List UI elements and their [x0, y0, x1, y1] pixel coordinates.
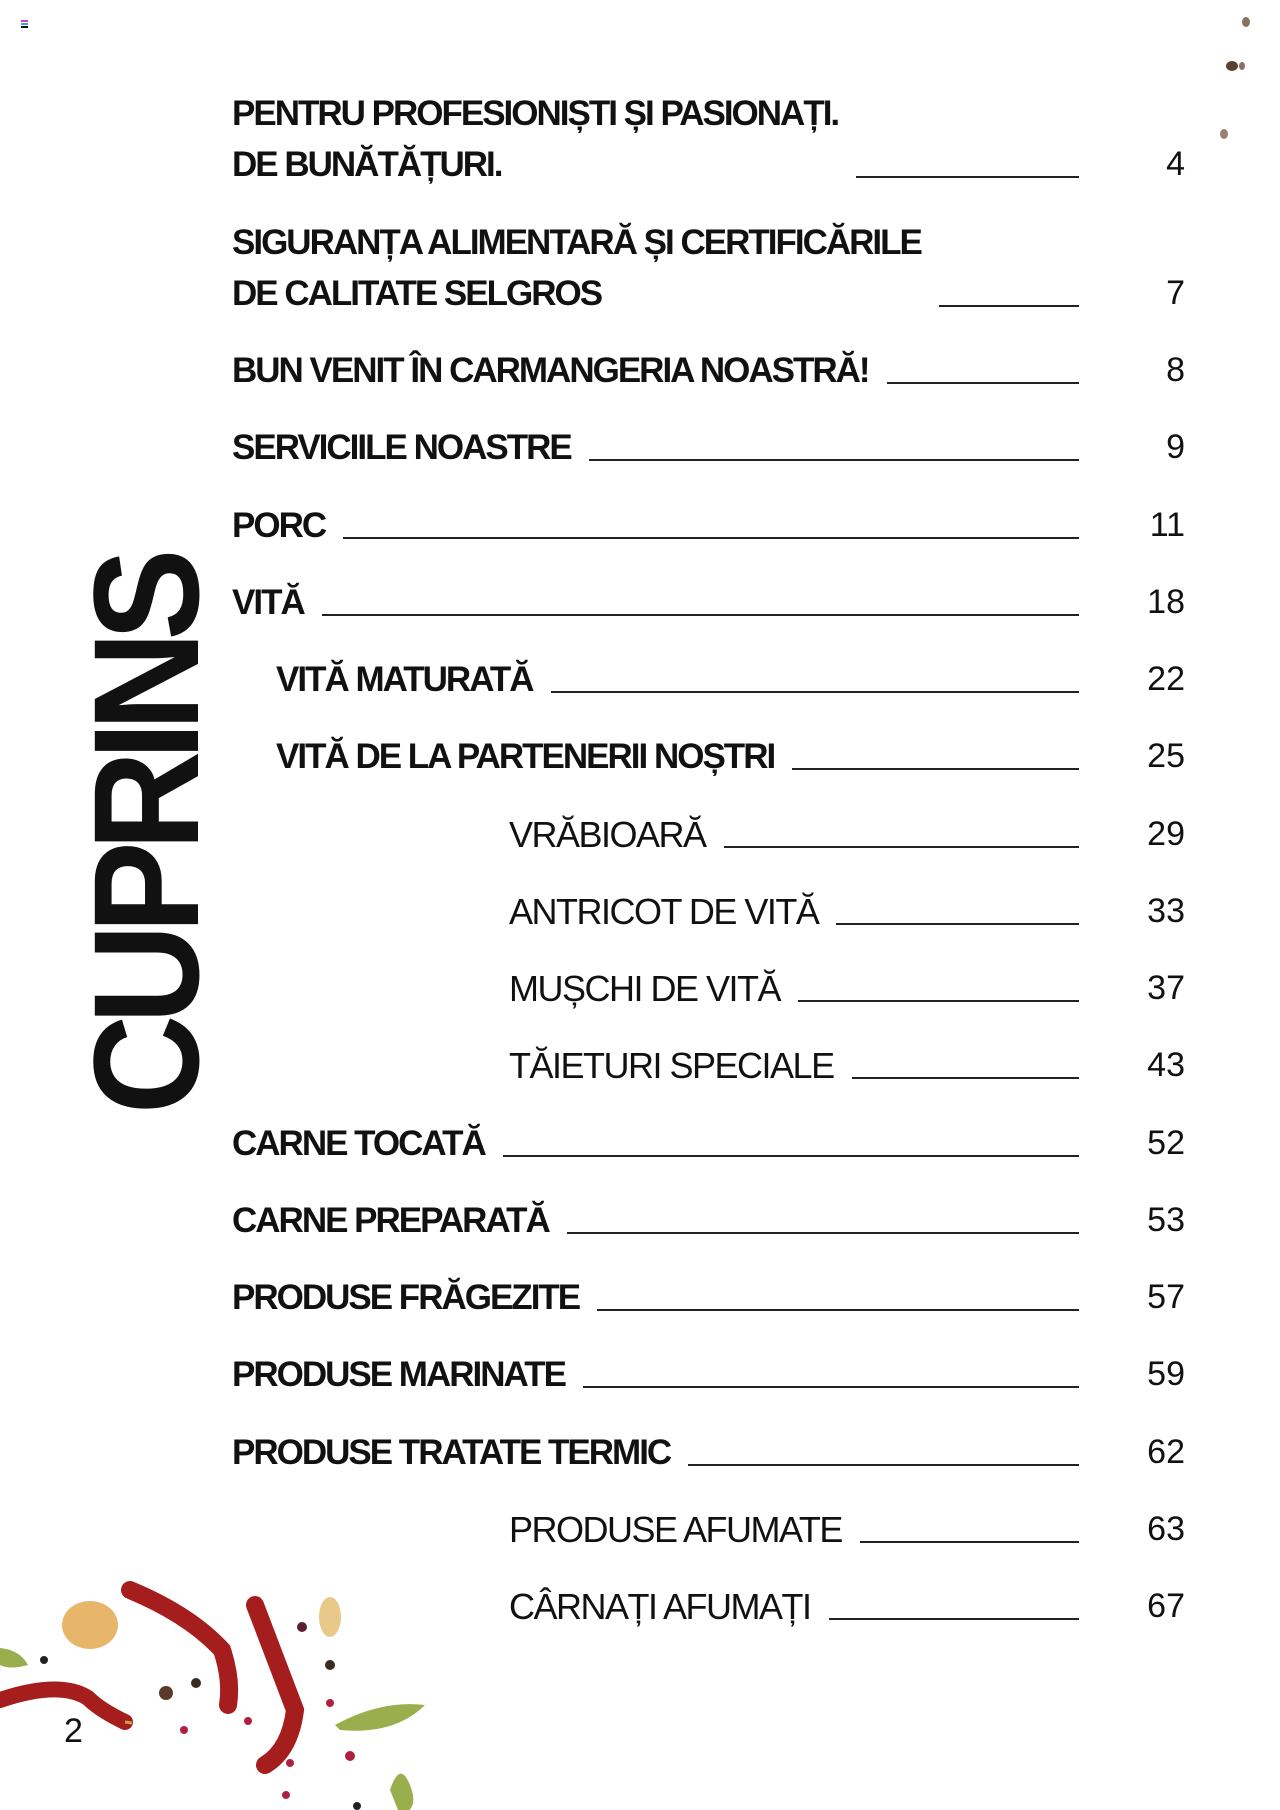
- toc-entry-label: [232, 88, 838, 190]
- toc-entry-label: [276, 731, 774, 782]
- toc-entry[interactable]: [276, 654, 1185, 705]
- toc-entry-page: 8: [1166, 351, 1185, 389]
- toc-entry[interactable]: [232, 577, 1185, 628]
- toc-entry-label-line: CARNE TOCATĂ: [232, 1124, 485, 1163]
- toc-entry-label-line: VRĂBIOARĂ: [509, 814, 706, 855]
- toc-entry-page: 52: [1147, 1124, 1185, 1162]
- toc-entry-page: 25: [1147, 737, 1185, 775]
- toc-entry-label: [232, 1427, 670, 1478]
- toc-entry-label: [509, 1504, 842, 1555]
- toc-entry[interactable]: [276, 731, 1185, 782]
- toc-entry-page: 4: [1166, 145, 1185, 183]
- toc-entry-label-line: PORC: [232, 506, 326, 545]
- leader-line: [852, 1077, 1079, 1079]
- leader-line: [322, 614, 1079, 616]
- toc-entry-label-line: TĂIETURI SPECIALE: [509, 1045, 834, 1086]
- toc-entry-label: [509, 809, 706, 860]
- toc-entry-label-line: PENTRU PROFESIONIȘTI ȘI PASIONAȚI.: [232, 94, 839, 133]
- toc-entry[interactable]: [509, 1040, 1185, 1091]
- leader-line: [343, 537, 1079, 539]
- toc-entry-page: 62: [1147, 1433, 1185, 1471]
- toc-entry-label: [232, 217, 921, 319]
- bay-leaf-icon: [335, 1704, 425, 1731]
- leader-line: [724, 846, 1079, 848]
- leader-line: [856, 176, 1079, 178]
- leader-line: [583, 1386, 1079, 1388]
- spices-illustration: [0, 1530, 480, 1810]
- toc-entry[interactable]: [232, 1349, 1185, 1400]
- toc-entry-label: [509, 963, 780, 1014]
- toc-entry-label: [509, 1040, 834, 1091]
- toc-entry-page: 59: [1147, 1355, 1185, 1393]
- leader-line: [836, 923, 1079, 925]
- toc-entry-page: 53: [1147, 1201, 1185, 1239]
- toc-entry-label: [509, 1581, 811, 1632]
- toc-entry-page: 33: [1147, 892, 1185, 930]
- leader-line: [503, 1155, 1079, 1157]
- toc-entry-label-line: CARNE PREPARATĂ: [232, 1201, 549, 1240]
- toc-entry[interactable]: [232, 1195, 1185, 1246]
- toc-entry-page: 18: [1147, 583, 1185, 621]
- leader-line: [589, 459, 1079, 461]
- chili-icon: [255, 1605, 295, 1765]
- leader-line: [939, 305, 1079, 307]
- toc-entry-page: 43: [1147, 1046, 1185, 1084]
- toc-entry-page: 63: [1147, 1510, 1185, 1548]
- toc-entry-label-line: VITĂ: [232, 583, 304, 622]
- toc-entry-label-line: PRODUSE TRATATE TERMIC: [232, 1433, 671, 1472]
- toc-entry-label-line: SIGURANȚA ALIMENTARĂ ȘI CERTIFICĂRILE: [232, 223, 921, 262]
- toc-entry[interactable]: [232, 1118, 1185, 1169]
- toc-entry-label-line: DE CALITATE SELGROS: [232, 274, 602, 313]
- chili-icon: [130, 1590, 229, 1705]
- toc-entry-label: [232, 577, 304, 628]
- toc-entry-label: [232, 500, 325, 551]
- toc-entry[interactable]: [232, 1272, 1185, 1323]
- page-number: 2: [64, 1712, 83, 1750]
- toc-entry[interactable]: [232, 217, 1185, 319]
- toc-entry-label-line: VITĂ MATURATĂ: [276, 660, 533, 699]
- toc-entry-label: [276, 654, 533, 705]
- toc-entry-label: [232, 422, 571, 473]
- toc-entry-page: 29: [1147, 815, 1185, 853]
- toc-entry[interactable]: [509, 963, 1185, 1014]
- toc-entry[interactable]: [509, 809, 1185, 860]
- garlic-icon: [62, 1601, 118, 1649]
- toc-entry-label: [232, 1272, 579, 1323]
- toc-entry-label: [232, 1349, 565, 1400]
- toc-entry-label-line: PRODUSE MARINATE: [232, 1355, 565, 1394]
- toc-entry-label-line: SERVICIILE NOASTRE: [232, 428, 571, 467]
- toc-entry-page: 11: [1149, 506, 1185, 544]
- toc-entry-label-line: MUȘCHI DE VITĂ: [509, 968, 781, 1009]
- leader-line: [860, 1541, 1079, 1543]
- leader-line: [567, 1232, 1079, 1234]
- toc-entry-label-line: DE BUNĂTĂȚURI.: [232, 145, 502, 184]
- toc-entry-label: [232, 1118, 485, 1169]
- toc-entry-label-line: VITĂ DE LA PARTENERII NOȘTRI: [276, 737, 775, 776]
- toc-entry-page: 7: [1166, 274, 1185, 312]
- toc-entry[interactable]: [509, 1581, 1185, 1632]
- toc-entry[interactable]: [509, 886, 1185, 937]
- toc-entry-label-line: PRODUSE FRĂGEZITE: [232, 1278, 580, 1317]
- toc-entry-page: 9: [1166, 428, 1185, 466]
- leader-line: [887, 382, 1079, 384]
- toc-entry[interactable]: [232, 88, 1185, 190]
- toc-entry[interactable]: [232, 500, 1185, 551]
- pepper-corners-decoration: [1220, 0, 1280, 150]
- toc-entry[interactable]: [232, 1427, 1185, 1478]
- toc-entry-label: [232, 1195, 549, 1246]
- toc-entry-page: 57: [1147, 1278, 1185, 1316]
- toc-entry-label: [509, 886, 818, 937]
- leader-line: [792, 768, 1079, 770]
- toc-entry[interactable]: [232, 345, 1185, 396]
- leader-line: [597, 1309, 1079, 1311]
- toc-entry-page: 67: [1147, 1587, 1185, 1625]
- leader-line: [829, 1618, 1079, 1620]
- toc-entry[interactable]: [232, 422, 1185, 473]
- print-registration-mark: [21, 20, 28, 28]
- toc-entry-label-line: ANTRICOT DE VITĂ: [509, 891, 819, 932]
- toc-title: CUPRINS: [62, 557, 230, 1115]
- toc-entry-label-line: PRODUSE AFUMATE: [509, 1509, 842, 1550]
- toc-entry-page: 37: [1147, 969, 1185, 1007]
- toc-entry-label: [232, 345, 869, 396]
- leader-line: [551, 691, 1079, 693]
- leader-line: [688, 1464, 1079, 1466]
- toc-entry-label-line: CÂRNAȚI AFUMAȚI: [509, 1586, 811, 1627]
- toc-entry-label-line: BUN VENIT ÎN CARMANGERIA NOASTRĂ!: [232, 351, 869, 390]
- chili-icon: [0, 1689, 125, 1722]
- leader-line: [798, 1000, 1079, 1002]
- toc-entry[interactable]: [509, 1504, 1185, 1555]
- toc-entry-page: 22: [1147, 660, 1185, 698]
- bay-leaf-icon: [390, 1774, 413, 1810]
